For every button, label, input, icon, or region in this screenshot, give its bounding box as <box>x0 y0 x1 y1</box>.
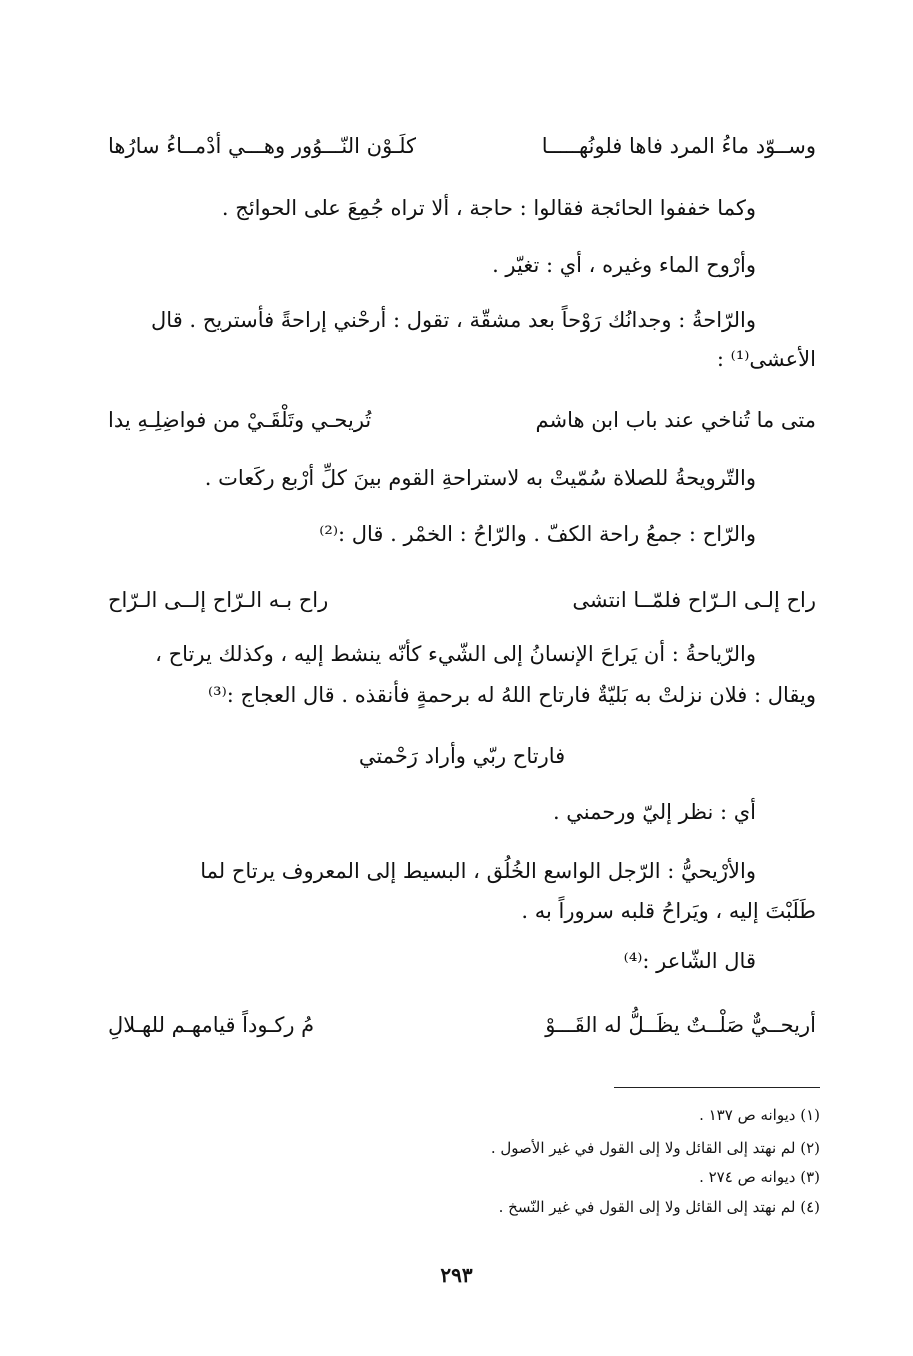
footnote-separator <box>614 1087 820 1088</box>
footnote: (٣) ديوانه ص ٢٧٤ . <box>699 1168 820 1186</box>
verse-line <box>108 131 816 161</box>
verse-hemistich-right: متى ما تُناخي عند باب ابن هاشم <box>535 408 816 432</box>
text-line: ويقال : فلان نزلتْ به بَليّةٌ فارتاح اللهُ له برحمةٍ فأنقذه . قال العجاج :⁽³⁾ <box>207 683 816 707</box>
verse-hemistich-left: راح بـه الـرّاح إلــى الـرّاح <box>108 588 329 612</box>
verse-hemistich-left: مُ ركـوداً قيامهـم للهـلالِ <box>108 1013 315 1037</box>
footnote: (٤) لم نهتد إلى القائل ولا إلى القول في غير النّسخ . <box>498 1198 820 1216</box>
text-line: والرّياحةُ : أن يَراحَ الإنسانُ إلى الشّيء كأنّه ينشط إليه ، وكذلك يرتاح ، <box>155 642 756 666</box>
footnote: (١) ديوانه ص ١٣٧ . <box>699 1106 820 1124</box>
verse-hemistich-right: وســوّد ماءُ المرد فاها فلونُهـــــا <box>541 134 816 158</box>
text-line: أي : نظر إليّ ورحمني . <box>552 800 756 824</box>
verse-line <box>108 585 816 615</box>
text-line: قال الشّاعر :⁽⁴⁾ <box>623 949 756 973</box>
page-number: ٢٩٣ <box>440 1263 473 1287</box>
verse-line <box>108 405 816 435</box>
text-line: والأرْيحيُّ : الرّجل الواسع الخُلُق ، البسيط إلى المعروف يرتاح لما <box>200 859 756 883</box>
text-line: وأرْوح الماء وغيره ، أي : تغيّر . <box>492 253 756 277</box>
text-line: وكما خففوا الحائجة فقالوا : حاجة ، ألا تراه جُمِعَ على الحوائج . <box>221 196 756 220</box>
text-line: والرّاح : جمعُ راحة الكفّ . والرّاحُ : الخمْر . قال :⁽²⁾ <box>319 522 756 546</box>
text-line: والرّاحةُ : وجدانُك رَوْحاً بعد مشقّة ، تقول : أرحْني إراحةً فأستريح . قال <box>151 308 756 332</box>
rajaz-line: فارتاح ربّي وأراد رَحْمتي <box>358 744 566 768</box>
text-line: الأعشى⁽¹⁾ : <box>716 347 816 371</box>
text-line: والتّرويحةُ للصلاة سُمّيتْ به لاستراحةِ القوم بينَ كلِّ أرْبع ركَعات . <box>204 466 756 490</box>
verse-hemistich-right: أريحــيٌّ صَلْــتٌ يظَــلُّ له القَـــوْ <box>545 1013 816 1037</box>
verse-hemistich-right: راح إلـى الـرّاح فلمّــا انتشى <box>572 588 816 612</box>
verse-hemistich-left: كلَـوْن النّـــوُور وهـــي أدْمــاءُ سارُها <box>108 134 417 158</box>
footnote: (٢) لم نهتد إلى القائل ولا إلى القول في غير الأصول . <box>490 1139 820 1157</box>
verse-line <box>108 1010 816 1040</box>
verse-hemistich-left: تُريحـي وتَلْقَـيْ من فواضِلِـهِ يدا <box>108 408 372 432</box>
text-line: طَلَبْتَ إليه ، ويَراحُ قلبه سروراً به . <box>521 899 816 923</box>
